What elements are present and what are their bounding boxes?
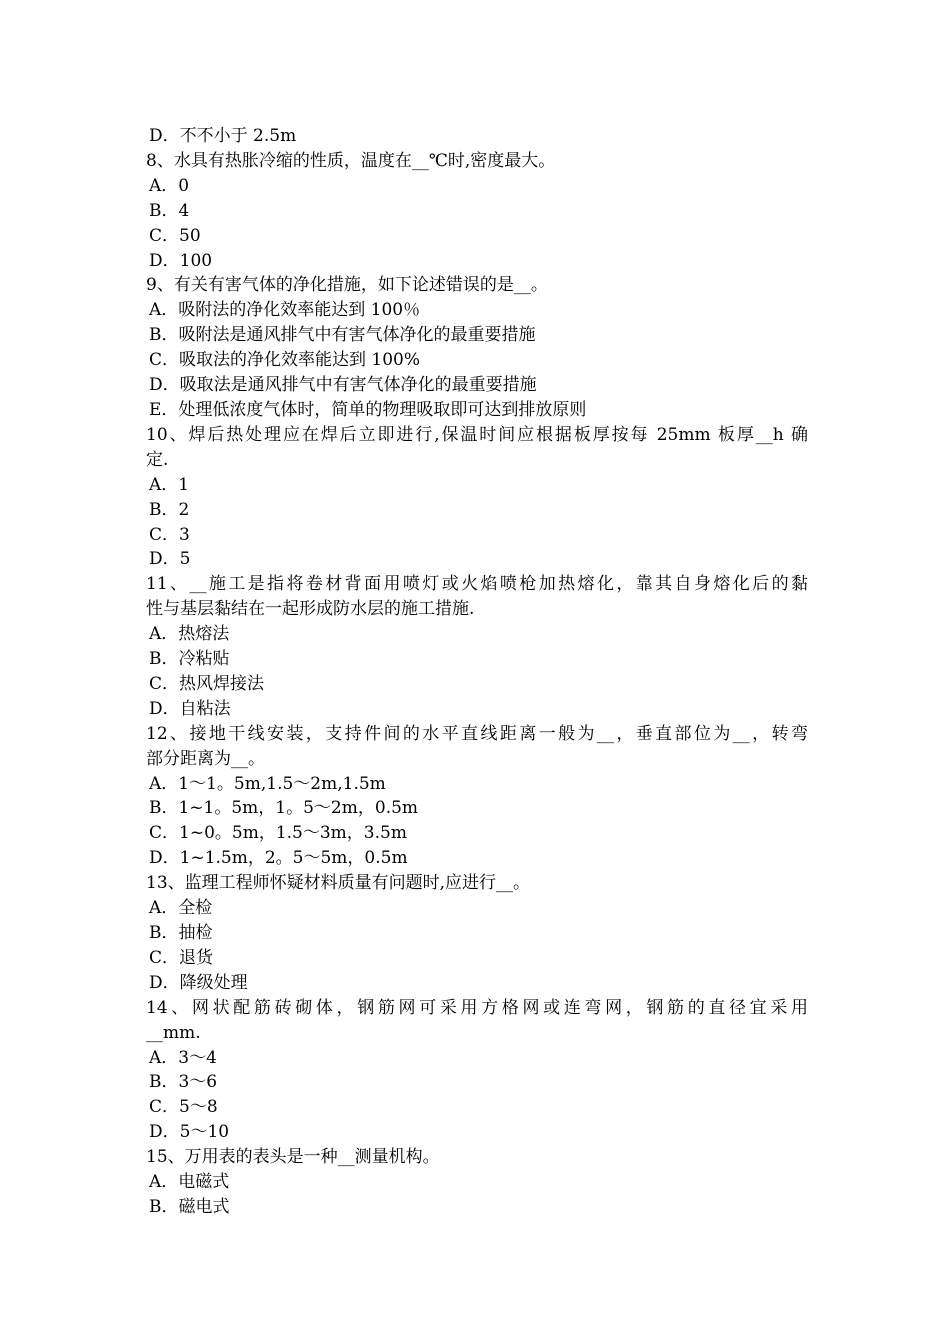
answer-option: D．不不小于 2.5m — [149, 126, 297, 146]
question-text: 部分距离为__。 — [146, 748, 265, 769]
question-text: 15、万用表的表头是一种__测量机构。 — [146, 1147, 440, 1168]
question-text: 10、焊后热处理应在焊后立即进行,保温时间应根据板厚按每 25mm 板厚__h 确 — [146, 424, 808, 445]
answer-option: A．0 — [149, 175, 190, 196]
answer-option: E．处理低浓度气体时，简单的物理吸取即可达到排放原则 — [149, 399, 587, 420]
answer-option: D．5 — [149, 549, 191, 570]
question-text: 9、有关有害气体的净化措施，如下论述错误的是__。 — [146, 275, 548, 296]
answer-option: B．磁电式 — [149, 1196, 230, 1217]
answer-option: B．冷粘贴 — [149, 649, 230, 670]
answer-option: C．退货 — [149, 947, 214, 968]
question-text: 14、网状配筋砖砌体，钢筋网可采用方格网或连弯网，钢筋的直径宜采用 — [146, 997, 808, 1018]
answer-option: C．吸取法的净化效率能达到 100% — [149, 350, 421, 371]
question-text: 13、监理工程师怀疑材料质量有问题时,应进行__。 — [146, 873, 531, 894]
answer-option: B．3～6 — [149, 1072, 218, 1093]
question-text: 定. — [146, 449, 169, 470]
answer-option: D．吸取法是通风排气中有害气体净化的最重要措施 — [149, 375, 537, 396]
answer-option: A．电磁式 — [149, 1172, 230, 1193]
answer-option: C．50 — [149, 225, 201, 246]
answer-option: B．1~1。5m，1。5～2m，0.5m — [149, 798, 419, 819]
answer-option: C．1~0。5m，1.5～3m，3.5m — [149, 823, 407, 844]
answer-option: B．4 — [149, 200, 190, 221]
question-text: 12、接地干线安装，支持件间的水平直线距离一般为__，垂直部位为__，转弯 — [146, 723, 808, 744]
question-list — [146, 124, 808, 1220]
answer-option: B．2 — [149, 499, 190, 520]
answer-option: A．吸附法的净化效率能达到 100％ — [149, 300, 421, 321]
answer-option: C．热风焊接法 — [149, 673, 265, 694]
answer-option: D．1~1.5m，2。5～5m，0.5m — [149, 848, 408, 869]
answer-option: B．吸附法是通风排气中有害气体净化的最重要措施 — [149, 325, 536, 346]
answer-option: D．降级处理 — [149, 972, 248, 993]
answer-option: D．100 — [149, 250, 213, 271]
question-text: 8、水具有热胀冷缩的性质，温度在__℃时,密度最大。 — [146, 150, 556, 171]
answer-option: A．全检 — [149, 898, 213, 919]
answer-option: C．5～8 — [149, 1097, 218, 1118]
question-text: __mm. — [146, 1022, 201, 1043]
answer-option: A．3～4 — [149, 1047, 217, 1068]
answer-option: D．自粘法 — [149, 698, 231, 719]
answer-option: C．3 — [149, 524, 190, 545]
question-text: 11、__施工是指将卷材背面用喷灯或火焰喷枪加热熔化，靠其自身熔化后的黏 — [146, 574, 808, 595]
answer-option: A．1 — [149, 474, 190, 495]
answer-option: A．热熔法 — [149, 624, 230, 645]
question-text: 性与基层黏结在一起形成防水层的施工措施. — [146, 599, 475, 620]
answer-option: A．1～1。5m,1.5～2m,1.5m — [149, 773, 386, 794]
answer-option: D．5～10 — [149, 1122, 230, 1143]
answer-option: B．抽检 — [149, 923, 213, 943]
